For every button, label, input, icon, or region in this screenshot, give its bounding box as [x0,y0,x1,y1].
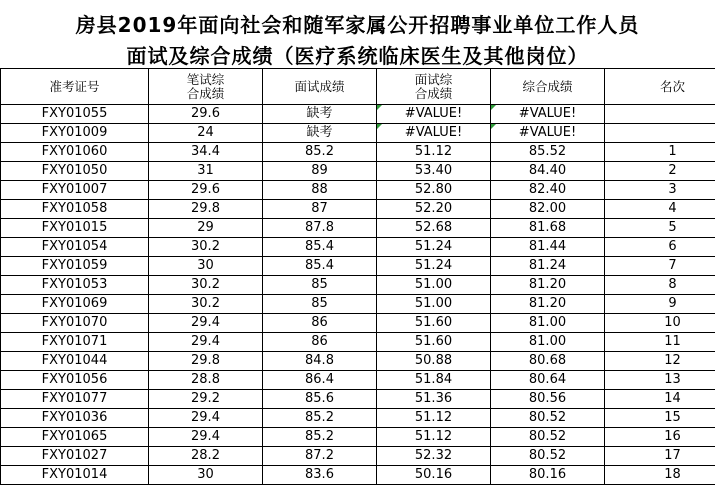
cell-written-composite[interactable]: 29 [149,219,263,238]
cell-interview-score[interactable]: 缺考 [263,124,377,143]
cell-rank[interactable]: 6 [605,238,715,257]
cell-interview-composite[interactable]: 50.88 [377,352,491,371]
cell-total-score[interactable]: 80.64 [491,371,605,390]
table-row [1,238,715,257]
cell-rank[interactable]: 11 [605,333,715,352]
cell-written-composite[interactable]: 29.6 [149,181,263,200]
cell-interview-composite[interactable]: 51.00 [377,276,491,295]
cell-interview-score[interactable]: 85.2 [263,409,377,428]
cell-written-composite[interactable]: 24 [149,124,263,143]
cell-rank[interactable]: 13 [605,371,715,390]
cell-rank[interactable]: 18 [605,466,715,485]
cell-rank[interactable]: 14 [605,390,715,409]
cell-exam-id[interactable]: FXY01071 [1,333,149,352]
cell-interview-score[interactable]: 87 [263,200,377,219]
cell-rank[interactable]: 10 [605,314,715,333]
cell-written-composite[interactable]: 29.4 [149,333,263,352]
cell-exam-id[interactable]: FXY01050 [1,162,149,181]
table-row [1,295,715,314]
cell-interview-composite[interactable]: 52.32 [377,447,491,466]
cell-rank[interactable]: 8 [605,276,715,295]
cell-interview-score[interactable]: 83.6 [263,466,377,485]
table-row [1,390,715,409]
cell-rank[interactable]: 2 [605,162,715,181]
cell-interview-composite[interactable]: 51.00 [377,295,491,314]
header-rank[interactable]: 名次 [605,69,715,105]
table-row [1,352,715,371]
cell-interview-composite[interactable]: 51.60 [377,333,491,352]
cell-interview-composite[interactable]: 51.24 [377,238,491,257]
table-row [1,276,715,295]
table-row [1,447,715,466]
cell-total-score[interactable]: 81.68 [491,219,605,238]
cell-interview-composite[interactable]: 51.12 [377,428,491,447]
cell-interview-score[interactable]: 85 [263,295,377,314]
cell-exam-id[interactable]: FXY01015 [1,219,149,238]
cell-written-composite[interactable]: 29.2 [149,390,263,409]
cell-interview-composite[interactable]: 51.60 [377,314,491,333]
cell-written-composite[interactable]: 29.4 [149,428,263,447]
cell-exam-id[interactable]: FXY01056 [1,371,149,390]
cell-exam-id[interactable]: FXY01077 [1,390,149,409]
cell-written-composite[interactable]: 29.4 [149,314,263,333]
header-interview-score[interactable]: 面试成绩 [263,69,377,105]
cell-interview-composite[interactable]: 51.24 [377,257,491,276]
cell-interview-score[interactable]: 86 [263,333,377,352]
cell-total-score[interactable]: 81.00 [491,333,605,352]
header-row [1,69,715,105]
cell-interview-score[interactable]: 85.4 [263,257,377,276]
cell-total-score[interactable]: 82.00 [491,200,605,219]
cell-interview-composite[interactable]: 52.20 [377,200,491,219]
cell-written-composite[interactable]: 30 [149,466,263,485]
cell-interview-composite[interactable]: 52.68 [377,219,491,238]
table-row [1,200,715,219]
table-row [1,428,715,447]
cell-exam-id[interactable]: FXY01054 [1,238,149,257]
cell-total-score[interactable]: 84.40 [491,162,605,181]
header-written-line2: 合成绩 [186,85,225,101]
cell-rank[interactable]: 4 [605,200,715,219]
cell-exam-id[interactable]: FXY01058 [1,200,149,219]
cell-exam-id[interactable]: FXY01069 [1,295,149,314]
cell-total-score[interactable]: 81.44 [491,238,605,257]
cell-interview-score[interactable]: 85.4 [263,238,377,257]
cell-exam-id[interactable]: FXY01055 [1,105,149,124]
cell-exam-id[interactable]: FXY01060 [1,143,149,162]
cell-interview-composite[interactable]: 51.84 [377,371,491,390]
cell-written-composite[interactable]: 29.8 [149,200,263,219]
cell-written-composite[interactable]: 30 [149,257,263,276]
cell-total-score[interactable]: 85.52 [491,143,605,162]
header-interview-composite[interactable] [377,69,491,105]
cell-rank[interactable]: 7 [605,257,715,276]
cell-total-score[interactable]: 80.16 [491,466,605,485]
cell-interview-score[interactable]: 84.8 [263,352,377,371]
cell-exam-id[interactable]: FXY01044 [1,352,149,371]
cell-interview-score[interactable]: 89 [263,162,377,181]
cell-rank[interactable] [605,105,715,124]
header-interview-comp-line1: 面试综 [414,71,453,87]
cell-exam-id[interactable]: FXY01070 [1,314,149,333]
cell-total-score[interactable]: 81.24 [491,257,605,276]
cell-interview-score[interactable]: 85.2 [263,428,377,447]
table-row [1,143,715,162]
cell-exam-id[interactable]: FXY01027 [1,447,149,466]
cell-interview-score[interactable]: 85.2 [263,143,377,162]
cell-written-composite[interactable]: 34.4 [149,143,263,162]
cell-written-composite[interactable]: 30.2 [149,295,263,314]
table-row [1,409,715,428]
cell-rank[interactable] [605,124,715,143]
cell-interview-composite[interactable]: #VALUE! [377,124,491,143]
cell-interview-score[interactable]: 86.4 [263,371,377,390]
table-row [1,219,715,238]
cell-exam-id[interactable]: FXY01007 [1,181,149,200]
cell-written-composite[interactable]: 28.8 [149,371,263,390]
cell-total-score[interactable]: 80.56 [491,390,605,409]
table-row [1,257,715,276]
cell-interview-score[interactable]: 85.6 [263,390,377,409]
cell-interview-score[interactable]: 85 [263,276,377,295]
cell-written-composite[interactable]: 31 [149,162,263,181]
cell-total-score[interactable]: 81.20 [491,295,605,314]
cell-rank[interactable]: 17 [605,447,715,466]
header-interview-comp-line2: 合成绩 [414,85,453,101]
cell-rank[interactable]: 12 [605,352,715,371]
cell-exam-id[interactable]: FXY01009 [1,124,149,143]
cell-rank[interactable]: 9 [605,295,715,314]
cell-total-score[interactable]: 80.52 [491,428,605,447]
scores-table [0,68,715,485]
cell-exam-id[interactable]: FXY01014 [1,466,149,485]
cell-exam-id[interactable]: FXY01059 [1,257,149,276]
cell-total-score[interactable]: 81.00 [491,314,605,333]
table-row [1,181,715,200]
cell-interview-composite[interactable]: 50.16 [377,466,491,485]
cell-rank[interactable]: 5 [605,219,715,238]
cell-rank[interactable]: 15 [605,409,715,428]
cell-total-score[interactable]: #VALUE! [491,124,605,143]
cell-interview-score[interactable]: 86 [263,314,377,333]
cell-total-score[interactable]: 80.52 [491,447,605,466]
cell-rank[interactable]: 16 [605,428,715,447]
cell-written-composite[interactable]: 29.6 [149,105,263,124]
table-row [1,314,715,333]
cell-rank[interactable]: 3 [605,181,715,200]
cell-interview-composite[interactable]: 51.12 [377,409,491,428]
table-row [1,371,715,390]
cell-written-composite[interactable]: 29.8 [149,352,263,371]
cell-exam-id[interactable]: FXY01053 [1,276,149,295]
page-subtitle: 面试及综合成绩（医疗系统临床医生及其他岗位） [126,44,589,68]
cell-interview-composite[interactable]: 51.36 [377,390,491,409]
cell-interview-composite[interactable]: 52.80 [377,181,491,200]
page-title: 房县2019年面向社会和随军家属公开招聘事业单位工作人员 [75,13,640,37]
cell-total-score[interactable]: 80.68 [491,352,605,371]
cell-total-score[interactable]: 80.52 [491,409,605,428]
cell-interview-composite[interactable]: 51.12 [377,143,491,162]
header-exam-id[interactable]: 准考证号 [1,69,149,105]
table-row [1,162,715,181]
cell-interview-composite[interactable]: #VALUE! [377,105,491,124]
header-total-score[interactable]: 综合成绩 [491,69,605,105]
cell-interview-score[interactable]: 87.8 [263,219,377,238]
cell-total-score[interactable]: 81.20 [491,276,605,295]
cell-rank[interactable]: 1 [605,143,715,162]
cell-interview-score[interactable]: 缺考 [263,105,377,124]
cell-written-composite[interactable]: 30.2 [149,276,263,295]
table-row [1,466,715,485]
header-written-composite[interactable] [149,69,263,105]
cell-written-composite[interactable]: 29.4 [149,409,263,428]
header-written-line1: 笔试综 [186,71,225,87]
cell-written-composite[interactable]: 28.2 [149,447,263,466]
table-row [1,333,715,352]
cell-total-score[interactable]: #VALUE! [491,105,605,124]
cell-interview-composite[interactable]: 53.40 [377,162,491,181]
cell-interview-score[interactable]: 88 [263,181,377,200]
table-row [1,124,715,143]
cell-total-score[interactable]: 82.40 [491,181,605,200]
cell-exam-id[interactable]: FXY01065 [1,428,149,447]
cell-written-composite[interactable]: 30.2 [149,238,263,257]
cell-exam-id[interactable]: FXY01036 [1,409,149,428]
cell-interview-score[interactable]: 87.2 [263,447,377,466]
table-row [1,105,715,124]
